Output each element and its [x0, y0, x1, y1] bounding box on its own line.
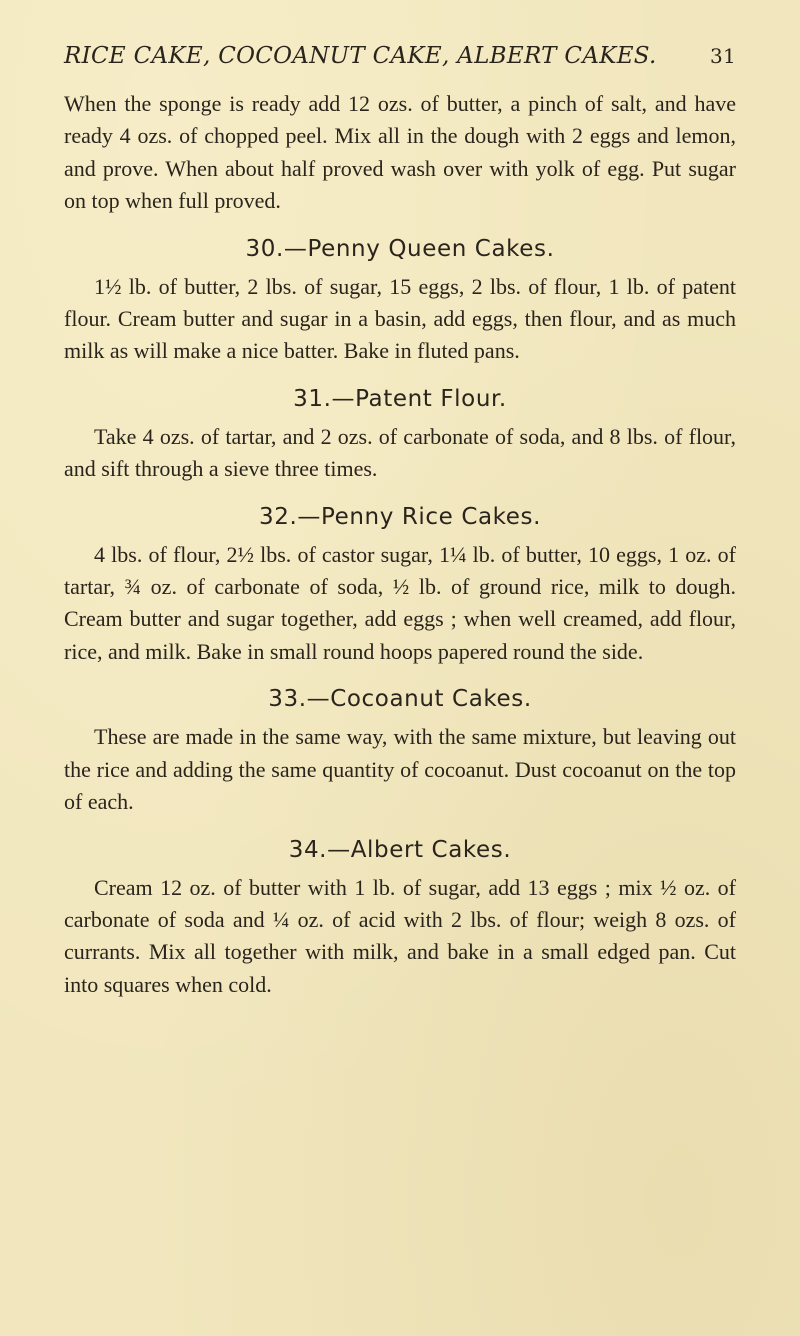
running-head — [64, 38, 736, 74]
running-head-title: RICE CAKE, COCOANUT CAKE, ALBERT CAKES. — [64, 43, 657, 69]
heading-cocoanut-cakes: 33.—Cocoanut Cakes. — [268, 686, 532, 713]
paragraph-penny-queen-cakes: 1½ lb. of butter, 2 lbs. of sugar, 15 eggs, 2 lbs. of flour, 1 lb. of patent flour. Cream butter and sugar in a basin, add eggs, then flour, and as much milk as will make a nice batter. Bake in fluted pans. — [64, 273, 736, 364]
heading-penny-queen-cakes: 30.—Penny Queen Cakes. — [245, 235, 555, 262]
paragraph-penny-rice-cakes: 4 lbs. of flour, 2½ lbs. of castor sugar, 1¼ lb. of butter, 10 eggs, 1 oz. of tartar, ¾ oz. of carbonate of soda, ½ lb. of ground rice, milk to dough. Cream butter and sugar together, add eggs ; when well creamed, add flour, rice, and milk. Bake in small round hoops papered round the side. — [64, 541, 736, 664]
heading-albert-cakes: 34.—Albert Cakes. — [288, 836, 512, 863]
heading-patent-flour: 31.—Patent Flour. — [293, 385, 507, 412]
body-text — [64, 88, 736, 1001]
page-number: 31 — [709, 44, 736, 68]
paragraph-continuation: When the sponge is ready add 12 ozs. of butter, a pinch of salt, and have ready 4 ozs. of chopped peel. Mix all in the dough with 2 eggs and lemon, and prove. When about half proved wash over with yolk of egg. Put sugar on top when full proved. — [64, 91, 736, 214]
paragraph-albert-cakes: Cream 12 oz. of butter with 1 lb. of sugar, add 13 eggs ; mix ½ oz. of carbonate of soda and ¼ oz. of acid with 2 lbs. of flour; weigh 8 ozs. of currants. Mix all together with milk, and bake in a small edged pan. Cut into squares when cold. — [64, 874, 736, 997]
heading-penny-rice-cakes: 32.—Penny Rice Cakes. — [258, 503, 542, 530]
paragraph-cocoanut-cakes: These are made in the same way, with the same mixture, but leaving out the rice and adding the same quantity of cocoanut. Dust cocoanut on the top of each. — [64, 724, 736, 815]
paragraph-patent-flour: Take 4 ozs. of tartar, and 2 ozs. of carbonate of soda, and 8 lbs. of flour, and sift through a sieve three times. — [64, 423, 736, 482]
